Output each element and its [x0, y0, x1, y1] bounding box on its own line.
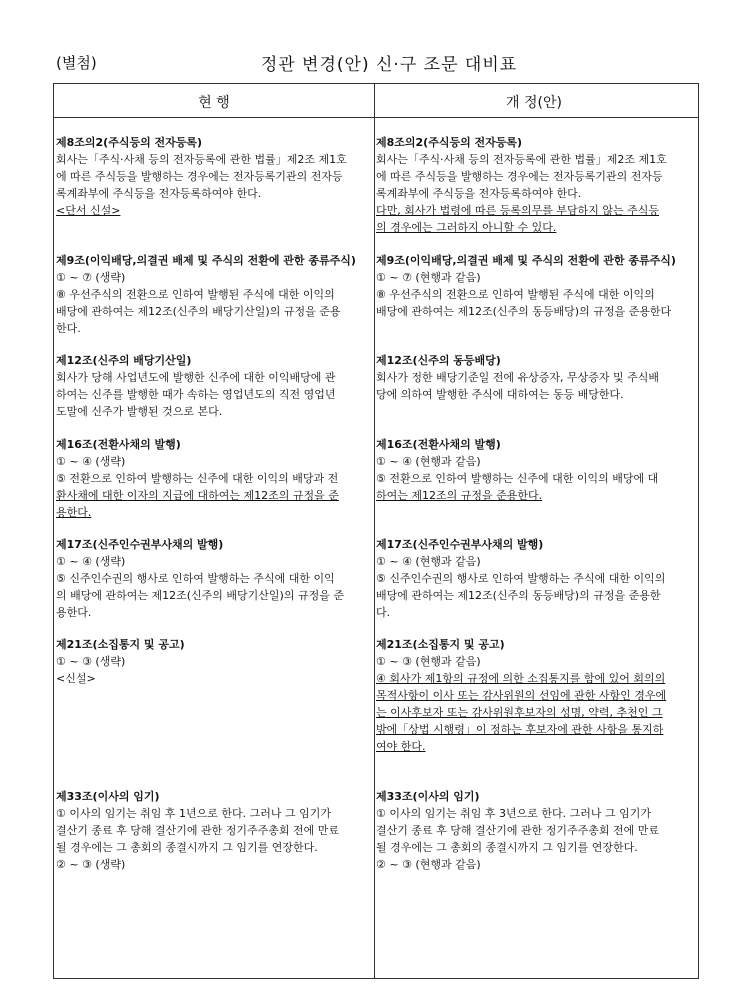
article-text-line: 결산기 종료 후 당해 결산기에 관한 정기주주총회 전에 만료 [56, 824, 339, 837]
article-text-line: ⑤ 신주인수권의 행사로 인하여 발행하는 주식에 대한 이익의 [376, 572, 666, 585]
article-text-line: 될 경우에는 그 총회의 종결시까지 그 임기를 연장한다. [56, 841, 318, 854]
article-text-line: 도말에 신주가 발행된 것으로 본다. [56, 405, 223, 418]
article-text-line: 의 경우에는 그러하지 아니할 수 있다. [376, 221, 557, 234]
article-section [376, 788, 698, 873]
article-section [56, 536, 374, 621]
article-text-line: 용한다. [56, 606, 92, 619]
article-text-line: 하여는 제12조의 규정을 준용한다. [376, 489, 543, 502]
article-title: 제17조(신주인수권부사채의 발행) [376, 538, 544, 551]
article-text-line: 배당에 관하여는 제12조(신주의 배당기산일)의 규정을 준용 [56, 305, 341, 318]
article-text-line: 밖에「상법 시행령」이 정하는 후보자에 관한 사항을 통지하 [376, 723, 664, 736]
article-text-line: ④ 회사가 제1항의 규정에 의한 소집통지를 함에 있어 회의의 [376, 672, 666, 685]
article-text-line: 는 이사후보자 또는 감사위원후보자의 성명, 약력, 추천인 그 [376, 706, 663, 719]
article-section [376, 352, 698, 403]
article-text-line: 회사는「주식·사채 등의 전자등록에 관한 법률」제2조 제1호 [376, 153, 667, 166]
article-text-line: 의 배당에 관하여는 제12조(신주의 배당기산일)의 규정을 준 [56, 589, 344, 602]
article-text-line: ② ~ ③ (현행과 같음) [376, 858, 481, 871]
article-text-line: 환사채에 대한 이자의 지급에 대하여는 제12조의 규정을 준 [56, 489, 339, 502]
article-title: 제21조(소집통지 및 공고) [56, 638, 185, 651]
document-title: 정관 변경(안) 신·구 조문 대비표 [260, 55, 518, 75]
article-text-line: ⑤ 전환으로 인하여 발행하는 신주에 대한 이익의 배당과 전 [56, 472, 339, 485]
article-text-line: 용한다. [56, 506, 92, 519]
article-text-line: 록계좌부에 주식등을 전자등록하여야 한다. [376, 187, 582, 200]
article-text-line: 될 경우에는 그 총회의 종결시까지 그 임기를 연장한다. [376, 841, 638, 854]
article-title: 제33조(이사의 임기) [56, 790, 160, 803]
article-section [376, 436, 698, 504]
article-title: 제8조의2(주식등의 전자등록) [56, 136, 203, 149]
article-text-line: ① ~ ③ (현행과 같음) [376, 655, 481, 668]
article-text-line: ① ~ ③ (생략) [56, 655, 126, 668]
article-title: 제12조(신주의 배당기산일) [56, 354, 192, 367]
column-header-proposed: 개 정(안) [506, 95, 562, 111]
article-text-line: ⑧ 우선주식의 전환으로 인하여 발행된 주식에 대한 이익의 [56, 288, 335, 301]
header-divider [54, 117, 698, 118]
article-text-line: ① ~ ④ (현행과 같음) [376, 555, 481, 568]
article-section [376, 252, 698, 320]
article-title: 제9조(이익배당,의결권 배제 및 주식의 전환에 관한 종류주식) [376, 254, 676, 267]
article-title: 제16조(전환사채의 발행) [56, 438, 181, 451]
column-header-current: 현 행 [198, 95, 230, 111]
article-section [376, 134, 698, 236]
article-title: 제16조(전환사채의 발행) [376, 438, 501, 451]
article-text-line: 다만, 회사가 법령에 따른 등록의무를 부담하지 않는 주식등 [376, 204, 659, 217]
article-text-line: 한다. [56, 322, 81, 335]
article-title: 제8조의2(주식등의 전자등록) [376, 136, 523, 149]
comparison-table [53, 83, 699, 979]
article-text-line: ① ~ ④ (생략) [56, 555, 126, 568]
article-section [56, 436, 374, 521]
article-title: 제12조(신주의 동등배당) [376, 354, 501, 367]
article-text-line: ① 이사의 임기는 취임 후 3년으로 한다. 그러나 그 임기가 [376, 807, 651, 820]
article-text-line: 여야 한다. [376, 740, 426, 753]
article-text-line: ⑧ 우선주식의 전환으로 인하여 발행된 주식에 대한 이익의 [376, 288, 655, 301]
article-text-line: ① 이사의 임기는 취임 후 1년으로 한다. 그러나 그 임기가 [56, 807, 331, 820]
article-text-line: ① ~ ⑦ (현행과 같음) [376, 271, 481, 284]
article-text-line: ⑤ 신주인수권의 행사로 인하여 발행하는 주식에 대한 이익 [56, 572, 335, 585]
article-section [56, 788, 374, 873]
article-title: 제21조(소집통지 및 공고) [376, 638, 505, 651]
article-section [56, 352, 374, 420]
article-section [56, 134, 374, 219]
article-section [56, 636, 374, 687]
article-text-line: 배당에 관하여는 제12조(신주의 동등배당)의 규정을 준용한다 [376, 305, 672, 318]
article-text-line: ② ~ ③ (생략) [56, 858, 126, 871]
article-text-line: 결산기 종료 후 당해 결산기에 관한 정기주주총회 전에 만료 [376, 824, 659, 837]
article-text-line: 에 따른 주식등을 발행하는 경우에는 전자등록기관의 전자등 [376, 170, 663, 183]
article-text-line: 회사가 당해 사업년도에 발행한 신주에 대한 이익배당에 관 [56, 371, 336, 384]
article-text-line: 록계좌부에 주식등을 전자등록하여야 한다. [56, 187, 262, 200]
article-text-line: 회사가 정한 배당기준일 전에 유상증자, 무상증자 및 주식배 [376, 371, 659, 384]
article-text-line: ⑤ 전환으로 인하여 발행하는 신주에 대한 이익의 배당에 대 [376, 472, 659, 485]
article-title: 제17조(신주인수권부사채의 발행) [56, 538, 224, 551]
article-text-line: 당에 의하여 발행한 주식에 대하여는 동등 배당한다. [376, 388, 624, 401]
article-text-line: 배당에 관하여는 제12조(신주의 동등배당)의 규정을 준용한 [376, 589, 661, 602]
attachment-label: (별첨) [56, 54, 97, 72]
article-text-line: ① ~ ⑦ (생략) [56, 271, 126, 284]
article-text-line: 다. [376, 606, 391, 619]
column-divider [374, 84, 375, 978]
article-section [376, 536, 698, 621]
article-text-line: ① ~ ④ (현행과 같음) [376, 455, 481, 468]
article-text-line: <신설> [56, 672, 96, 685]
article-text-line: 에 따른 주식등을 발행하는 경우에는 전자등록기관의 전자등 [56, 170, 343, 183]
article-title: 제9조(이익배당,의결권 배제 및 주식의 전환에 관한 종류주식) [56, 254, 356, 267]
article-text-line: <단서 신설> [56, 204, 121, 217]
article-section [376, 636, 698, 755]
article-text-line: 하여는 신주를 발행한 때가 속하는 영업년도의 직전 영업년 [56, 388, 336, 401]
article-text-line: ① ~ ④ (생략) [56, 455, 126, 468]
article-text-line: 회사는「주식·사채 등의 전자등록에 관한 법률」제2조 제1호 [56, 153, 347, 166]
article-section [56, 252, 374, 337]
article-text-line: 목적사항이 이사 또는 감사위원의 선임에 관한 사항인 경우에 [376, 689, 667, 702]
article-title: 제33조(이사의 임기) [376, 790, 480, 803]
